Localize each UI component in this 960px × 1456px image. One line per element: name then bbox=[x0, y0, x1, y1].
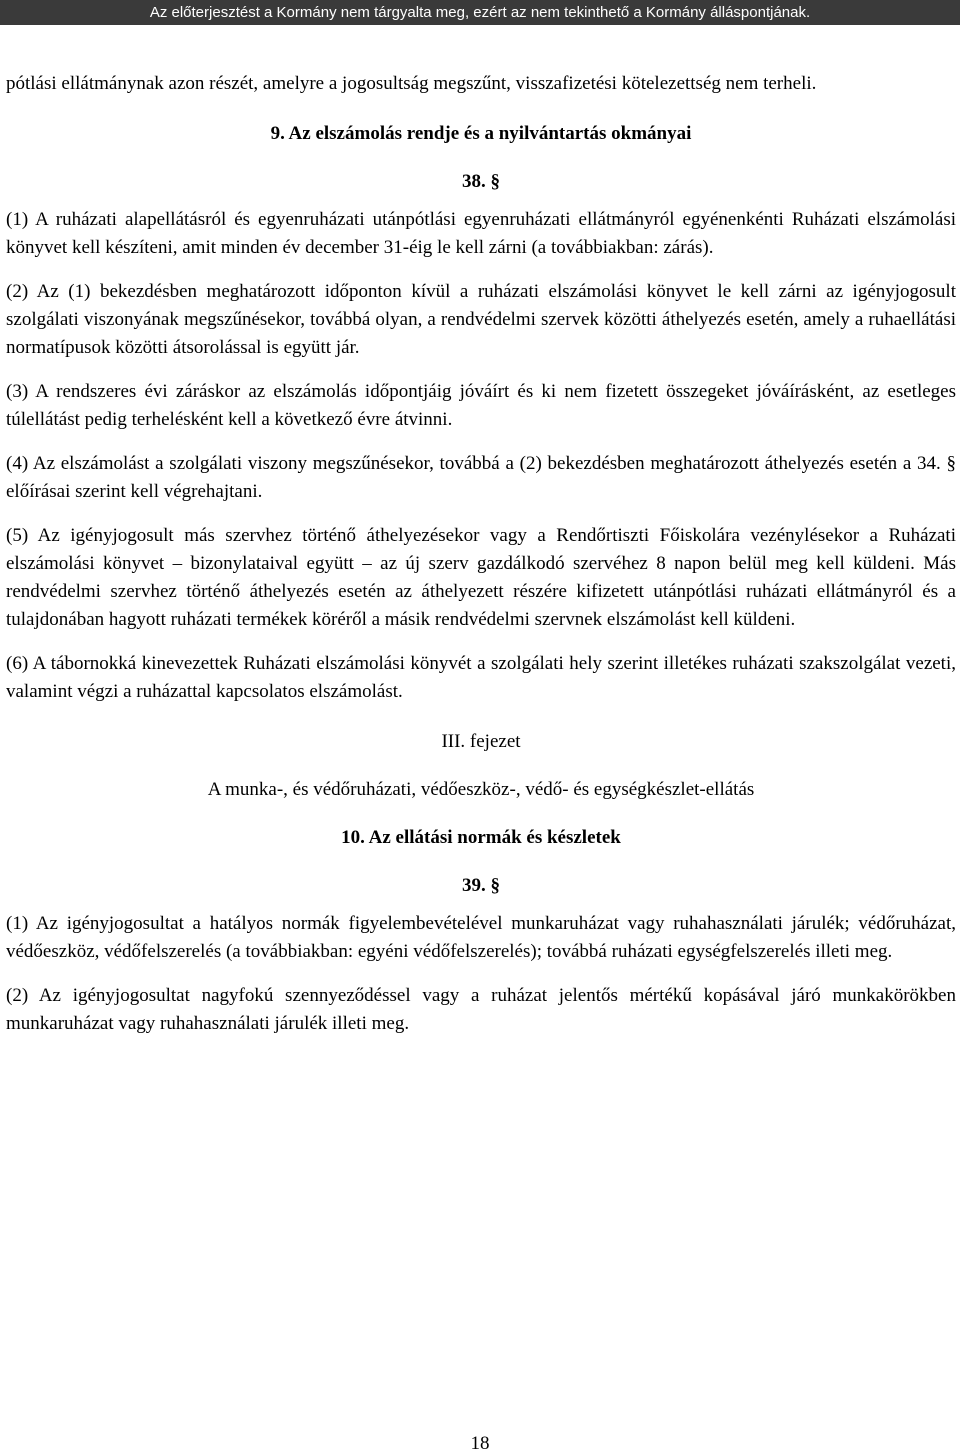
para-38-2: (2) Az (1) bekezdésben meghatározott időponton kívül a ruházati elszámolási könyvet le kell zárni az igényjogosult szolgálati viszonyának megszűnésekor, továbbá olyan, a rendvédelmi szervek közötti áthelyezés esetén, amely a ruhaellátási normatípusok közötti átsorolással is együtt jár. bbox=[6, 281, 956, 358]
disclaimer-header: Az előterjesztést a Kormány nem tárgyalta meg, ezért az nem tekinthető a Kormány álláspontjának. bbox=[0, 0, 960, 25]
section-10-title: 10. Az ellátási normák és készletek bbox=[341, 827, 621, 848]
section-9-title: 9. Az elszámolás rendje és a nyilvántartás okmányai bbox=[270, 123, 692, 144]
paragraph-39-number: 39. § bbox=[462, 875, 500, 896]
chapter-title: III. fejezet bbox=[441, 731, 521, 752]
para-39-2: (2) Az igényjogosultat nagyfokú szennyeződéssel vagy a ruházat jelentős mértékű kopásával járó munkakörökben munkaruházat vagy ruhahasználati járulék illeti meg. bbox=[6, 985, 956, 1034]
para-38-6: (6) A tábornokká kinevezettek Ruházati elszámolási könyvét a szolgálati hely szerint illetékes ruházati szakszolgálat vezeti, valamint végzi a ruházattal kapcsolatos elszámolást. bbox=[6, 653, 956, 702]
intro-paragraph: pótlási ellátmánynak azon részét, amelyre a jogosultság megszűnt, visszafizetési kötelezettség nem terheli. bbox=[6, 73, 817, 94]
page-number: 18 bbox=[470, 1433, 490, 1454]
para-39-1: (1) Az igényjogosultat a hatályos normák figyelembevételével munkaruházat vagy ruhahasználati járulék; védőruházat, védőeszköz, védőfelszerelés (a továbbiakban: egyéni védőfelszerelés); továbbá ruházati egységfelszerelés illeti meg. bbox=[6, 913, 956, 962]
para-38-4: (4) Az elszámolást a szolgálati viszony megszűnésekor, továbbá a (2) bekezdésben meghatározott áthelyezés esetén a 34. § előírásai szerint kell végrehajtani. bbox=[6, 453, 956, 502]
para-38-1: (1) A ruházati alapellátásról és egyenruházati utánpótlási egyenruházati ellátmányról egyénenkénti Ruházati elszámolási könyvet kell készíteni, amit minden év december 31-éig le kell zárni (a továbbiakban: zárás). bbox=[6, 209, 956, 258]
para-38-3: (3) A rendszeres évi záráskor az elszámolás időpontjáig jóváírt és ki nem fizetett összegeket jóváírásként, az esetleges túlellátást pedig terhelésként kell a következő évre átvinni. bbox=[6, 381, 956, 430]
chapter-subtitle: A munka-, és védőruházati, védőeszköz-, védő- és egységkészlet-ellátás bbox=[207, 779, 755, 800]
para-38-5: (5) Az igényjogosult más szervhez történő áthelyezésekor vagy a Rendőrtiszti Főiskolára vezénylésekor a Ruházati elszámolási könyvet – bizonylataival együtt – az új szerv gazdálkodó szervéhez 8 napon belül meg kell küldeni. Más rendvédelmi szervhez történő áthelyezés esetén az áthelyezett részére kifizetett utánpótlási ruházati ellátmányról és a tulajdonában hagyott ruházati termékek köréről a másik rendvédelmi szervnek elszámolást kell küldeni. bbox=[6, 525, 956, 630]
document-page bbox=[6, 70, 956, 1038]
paragraph-38-number: 38. § bbox=[462, 171, 500, 192]
